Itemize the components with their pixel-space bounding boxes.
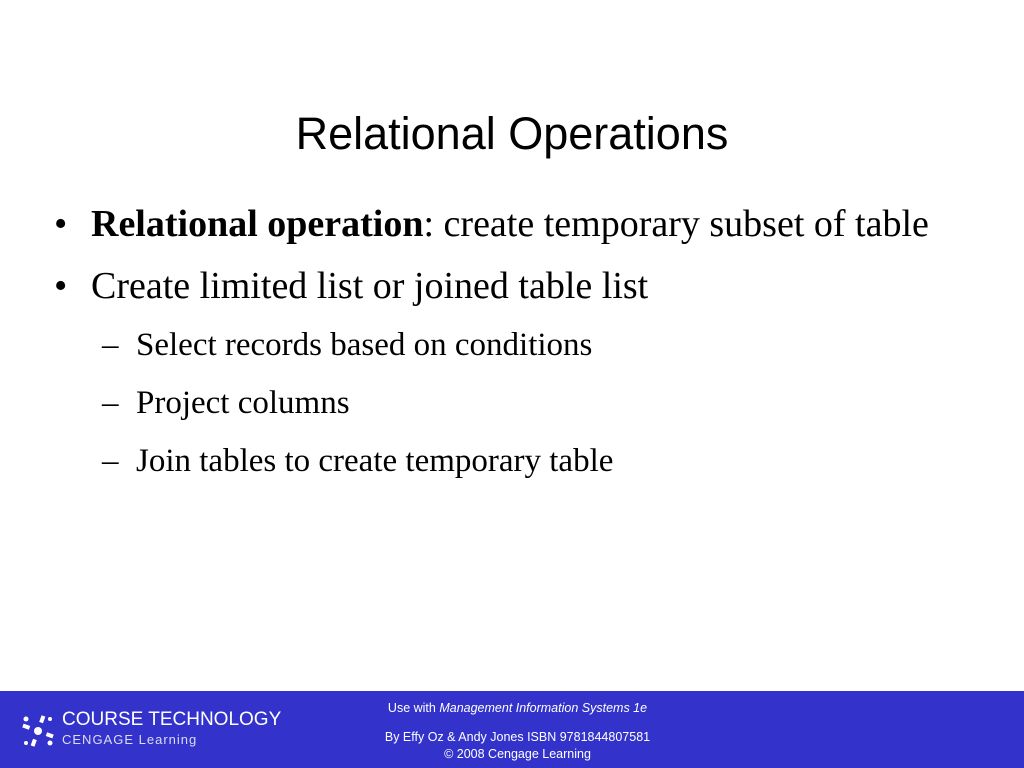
bullet-text: Create limited list or joined table list xyxy=(91,265,649,307)
sub-bullet-text: Join tables to create temporary table xyxy=(136,443,614,479)
bullet-term: Relational operation xyxy=(91,203,424,245)
authors-line: By Effy Oz & Andy Jones ISBN 9781844807581 xyxy=(384,730,651,744)
sub-bullet-text: Select records based on conditions xyxy=(136,327,593,363)
brand-subname: CENGAGE Learning xyxy=(62,732,198,747)
copyright-line: © 2008 Cengage Learning xyxy=(444,747,591,761)
bullet-item xyxy=(50,256,970,316)
course-technology-logo-icon xyxy=(18,711,58,751)
sub-bullet-text: Project columns xyxy=(136,385,350,421)
brand-name: COURSE TECHNOLOGY xyxy=(62,709,282,730)
footer-bar xyxy=(0,691,1024,768)
sub-bullet-item xyxy=(50,432,970,490)
slide-body xyxy=(50,194,970,490)
sub-bullet-marker: – xyxy=(102,385,119,421)
sub-bullet-item xyxy=(50,316,970,374)
sub-bullet-marker: – xyxy=(102,327,119,363)
footer-credits xyxy=(300,700,735,763)
slide-title: Relational Operations xyxy=(295,108,729,159)
use-with-line xyxy=(300,700,735,717)
bullet-text: : create temporary subset of table xyxy=(423,203,929,245)
bullet-item xyxy=(50,194,970,254)
sub-bullet-item xyxy=(50,374,970,432)
book-title: Management Information Systems 1e xyxy=(439,701,648,715)
bullet-marker: • xyxy=(54,265,68,307)
sub-bullet-marker: – xyxy=(102,443,119,479)
use-with-prefix: Use with xyxy=(387,701,440,715)
bullet-marker: • xyxy=(54,203,68,245)
